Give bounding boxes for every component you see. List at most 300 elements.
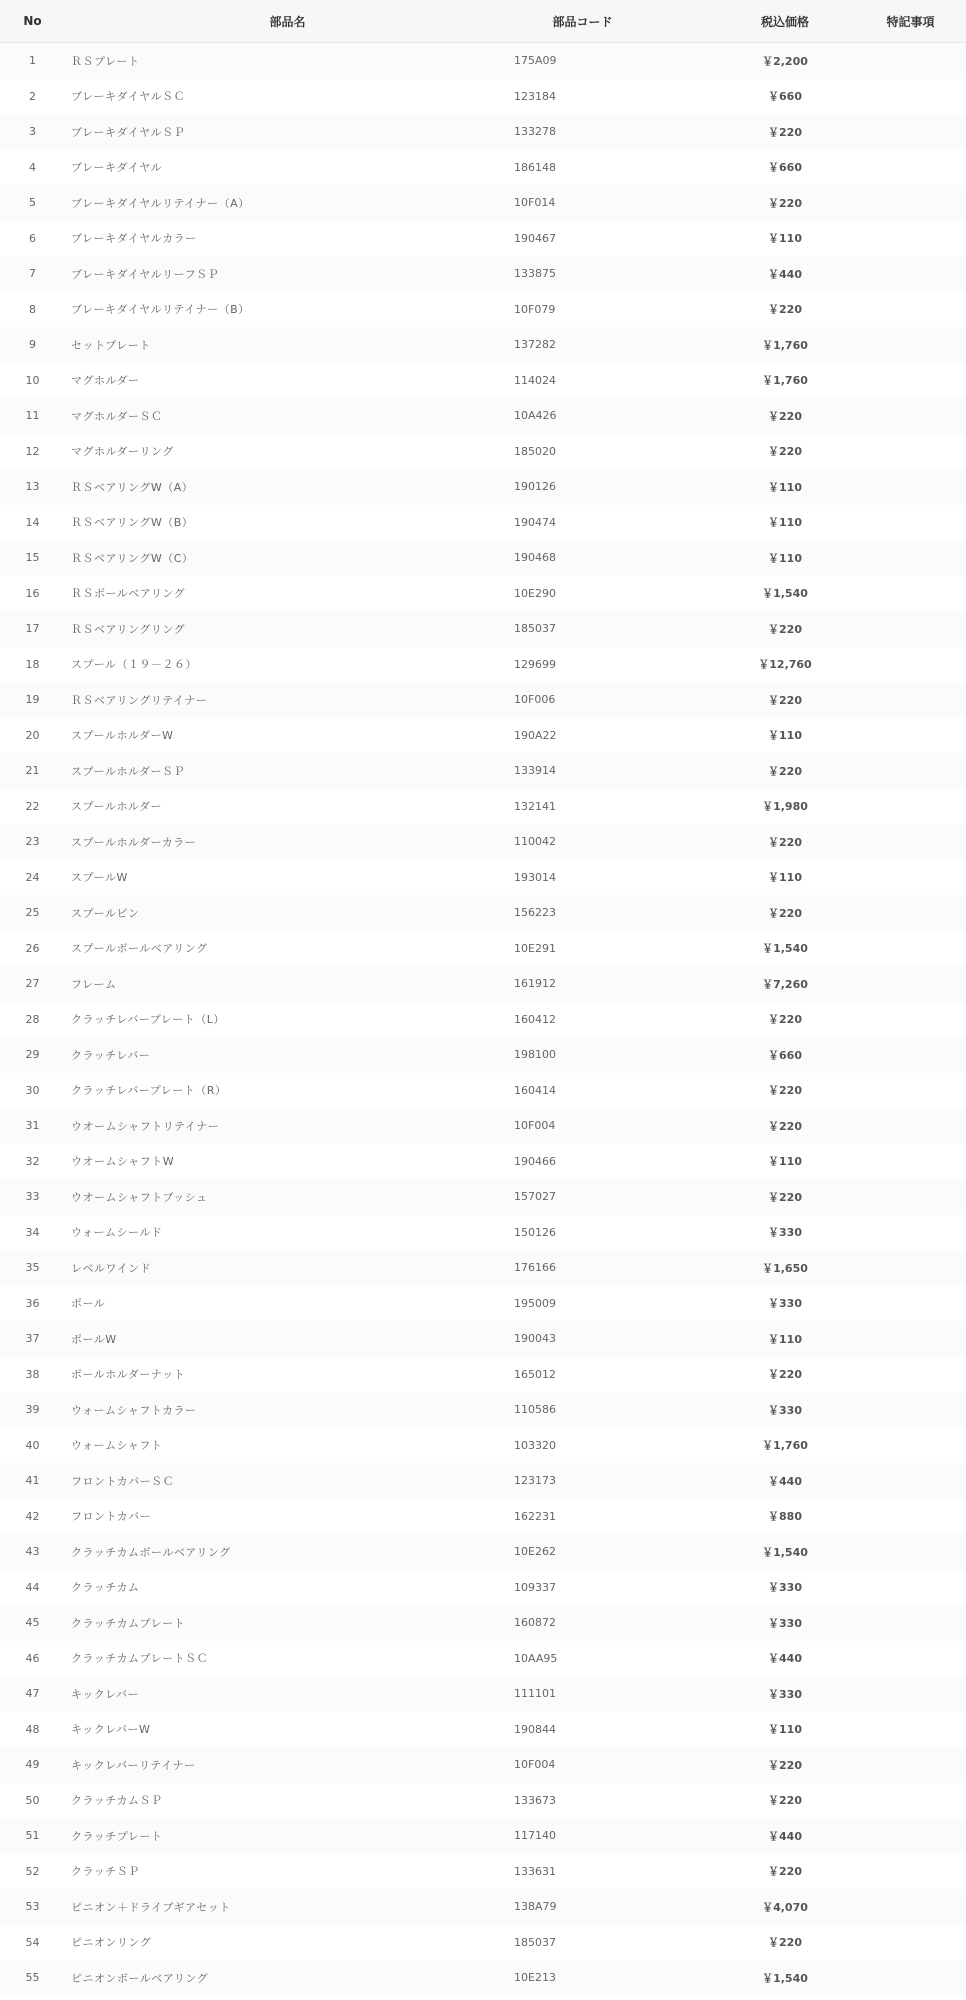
table-row bbox=[0, 1854, 966, 1890]
cell-note bbox=[855, 327, 966, 363]
cell-part-code: 185020 bbox=[510, 434, 715, 470]
cell-part-name: クラッチＳＰ bbox=[65, 1854, 510, 1890]
cell-no: 45 bbox=[0, 1605, 65, 1641]
cell-note bbox=[855, 1818, 966, 1854]
cell-part-code: 110042 bbox=[510, 824, 715, 860]
cell-no: 30 bbox=[0, 1073, 65, 1109]
table-row bbox=[0, 43, 966, 79]
cell-price: ￥220 bbox=[715, 1357, 855, 1393]
cell-price: ￥660 bbox=[715, 1037, 855, 1073]
cell-price: ￥220 bbox=[715, 1747, 855, 1783]
header-row bbox=[0, 0, 966, 43]
cell-part-name: スプールW bbox=[65, 860, 510, 896]
cell-part-code: 123173 bbox=[510, 1463, 715, 1499]
cell-part-name: マグホルダー bbox=[65, 363, 510, 399]
cell-part-code: 190844 bbox=[510, 1712, 715, 1748]
cell-part-code: 10F014 bbox=[510, 185, 715, 221]
cell-no: 8 bbox=[0, 292, 65, 328]
cell-part-code: 133278 bbox=[510, 114, 715, 150]
cell-part-name: ブレーキダイヤルカラー bbox=[65, 221, 510, 257]
cell-price: ￥4,070 bbox=[715, 1889, 855, 1925]
cell-no: 14 bbox=[0, 505, 65, 541]
table-row bbox=[0, 1534, 966, 1570]
cell-part-name: ウオームシャフトブッシュ bbox=[65, 1179, 510, 1215]
cell-price: ￥110 bbox=[715, 505, 855, 541]
cell-price: ￥220 bbox=[715, 434, 855, 470]
cell-part-code: 111101 bbox=[510, 1676, 715, 1712]
cell-note bbox=[855, 469, 966, 505]
cell-note bbox=[855, 1250, 966, 1286]
cell-no: 4 bbox=[0, 150, 65, 186]
table-row bbox=[0, 1108, 966, 1144]
cell-price: ￥220 bbox=[715, 824, 855, 860]
table-header bbox=[0, 0, 966, 43]
cell-note bbox=[855, 682, 966, 718]
cell-part-code: 117140 bbox=[510, 1818, 715, 1854]
table-row bbox=[0, 1037, 966, 1073]
cell-note bbox=[855, 1321, 966, 1357]
cell-note bbox=[855, 1534, 966, 1570]
cell-part-code: 10AA95 bbox=[510, 1641, 715, 1677]
cell-part-name: スプール（１９－２６） bbox=[65, 647, 510, 683]
cell-no: 2 bbox=[0, 79, 65, 115]
cell-part-code: 193014 bbox=[510, 860, 715, 896]
cell-note bbox=[855, 256, 966, 292]
cell-no: 21 bbox=[0, 753, 65, 789]
cell-note bbox=[855, 753, 966, 789]
cell-no: 15 bbox=[0, 540, 65, 576]
cell-part-name: クラッチカムボールベアリング bbox=[65, 1534, 510, 1570]
cell-part-name: ＲＳベアリングリング bbox=[65, 611, 510, 647]
table-row bbox=[0, 1392, 966, 1428]
cell-note bbox=[855, 1428, 966, 1464]
cell-part-name: クラッチレバープレート（L） bbox=[65, 1002, 510, 1038]
cell-no: 3 bbox=[0, 114, 65, 150]
header-part-code: 部品コード bbox=[510, 0, 715, 43]
table-row bbox=[0, 292, 966, 328]
cell-price: ￥110 bbox=[715, 540, 855, 576]
table-row bbox=[0, 1960, 966, 1996]
cell-part-code: 150126 bbox=[510, 1215, 715, 1251]
cell-part-name: ポールW bbox=[65, 1321, 510, 1357]
header-price: 税込価格 bbox=[715, 0, 855, 43]
cell-part-code: 190043 bbox=[510, 1321, 715, 1357]
cell-part-code: 133875 bbox=[510, 256, 715, 292]
table-row bbox=[0, 1463, 966, 1499]
table-row bbox=[0, 1925, 966, 1961]
cell-part-name: クラッチカムプレート bbox=[65, 1605, 510, 1641]
cell-note bbox=[855, 789, 966, 825]
cell-part-name: クラッチレバープレート（R） bbox=[65, 1073, 510, 1109]
cell-price: ￥220 bbox=[715, 398, 855, 434]
table-row bbox=[0, 1818, 966, 1854]
cell-part-name: ウオームシャフトW bbox=[65, 1144, 510, 1180]
cell-no: 48 bbox=[0, 1712, 65, 1748]
table-row bbox=[0, 79, 966, 115]
table-row bbox=[0, 185, 966, 221]
cell-no: 31 bbox=[0, 1108, 65, 1144]
cell-price: ￥220 bbox=[715, 682, 855, 718]
cell-price: ￥110 bbox=[715, 469, 855, 505]
cell-note bbox=[855, 398, 966, 434]
cell-price: ￥330 bbox=[715, 1215, 855, 1251]
cell-note bbox=[855, 292, 966, 328]
table-row bbox=[0, 1641, 966, 1677]
cell-part-code: 10E213 bbox=[510, 1960, 715, 1996]
cell-price: ￥330 bbox=[715, 1605, 855, 1641]
cell-no: 16 bbox=[0, 576, 65, 612]
table-row bbox=[0, 1676, 966, 1712]
table-row bbox=[0, 1889, 966, 1925]
cell-note bbox=[855, 1641, 966, 1677]
cell-price: ￥440 bbox=[715, 256, 855, 292]
cell-part-name: ブレーキダイヤルリテイナー（B） bbox=[65, 292, 510, 328]
cell-note bbox=[855, 576, 966, 612]
table-row bbox=[0, 966, 966, 1002]
cell-no: 29 bbox=[0, 1037, 65, 1073]
cell-price: ￥1,760 bbox=[715, 327, 855, 363]
table-row bbox=[0, 753, 966, 789]
table-row bbox=[0, 1747, 966, 1783]
cell-part-name: クラッチカムＳＰ bbox=[65, 1783, 510, 1819]
table-row bbox=[0, 895, 966, 931]
cell-part-code: 185037 bbox=[510, 1925, 715, 1961]
cell-note bbox=[855, 1783, 966, 1819]
table-row bbox=[0, 1783, 966, 1819]
cell-no: 40 bbox=[0, 1428, 65, 1464]
cell-price: ￥1,540 bbox=[715, 1534, 855, 1570]
table-row bbox=[0, 931, 966, 967]
cell-part-name: ウオームシャフトリテイナー bbox=[65, 1108, 510, 1144]
cell-part-name: ブレーキダイヤルＳＣ bbox=[65, 79, 510, 115]
cell-part-code: 10A426 bbox=[510, 398, 715, 434]
cell-part-code: 157027 bbox=[510, 1179, 715, 1215]
cell-part-name: スプールボールベアリング bbox=[65, 931, 510, 967]
cell-part-code: 190466 bbox=[510, 1144, 715, 1180]
cell-no: 27 bbox=[0, 966, 65, 1002]
table-row bbox=[0, 1144, 966, 1180]
cell-price: ￥220 bbox=[715, 611, 855, 647]
cell-part-name: スプールホルダー bbox=[65, 789, 510, 825]
cell-note bbox=[855, 1747, 966, 1783]
cell-price: ￥660 bbox=[715, 150, 855, 186]
cell-no: 18 bbox=[0, 647, 65, 683]
cell-price: ￥330 bbox=[715, 1392, 855, 1428]
cell-no: 51 bbox=[0, 1818, 65, 1854]
cell-no: 7 bbox=[0, 256, 65, 292]
table-row bbox=[0, 1215, 966, 1251]
cell-part-code: 133631 bbox=[510, 1854, 715, 1890]
cell-no: 42 bbox=[0, 1499, 65, 1535]
cell-note bbox=[855, 1286, 966, 1322]
cell-price: ￥220 bbox=[715, 292, 855, 328]
cell-part-name: ＲＳボールベアリング bbox=[65, 576, 510, 612]
cell-no: 12 bbox=[0, 434, 65, 470]
cell-no: 52 bbox=[0, 1854, 65, 1890]
cell-part-code: 185037 bbox=[510, 611, 715, 647]
cell-part-code: 10F006 bbox=[510, 682, 715, 718]
cell-part-name: マグホルダーＳＣ bbox=[65, 398, 510, 434]
cell-note bbox=[855, 1570, 966, 1606]
table-row bbox=[0, 327, 966, 363]
cell-part-name: ブレーキダイヤル bbox=[65, 150, 510, 186]
cell-price: ￥220 bbox=[715, 1783, 855, 1819]
cell-no: 32 bbox=[0, 1144, 65, 1180]
cell-note bbox=[855, 1960, 966, 1996]
cell-price: ￥2,200 bbox=[715, 43, 855, 79]
cell-part-code: 176166 bbox=[510, 1250, 715, 1286]
cell-price: ￥220 bbox=[715, 1925, 855, 1961]
cell-no: 10 bbox=[0, 363, 65, 399]
table-row bbox=[0, 505, 966, 541]
cell-price: ￥330 bbox=[715, 1676, 855, 1712]
cell-part-code: 10F079 bbox=[510, 292, 715, 328]
cell-no: 39 bbox=[0, 1392, 65, 1428]
cell-note bbox=[855, 1463, 966, 1499]
cell-note bbox=[855, 1605, 966, 1641]
cell-part-code: 103320 bbox=[510, 1428, 715, 1464]
cell-no: 36 bbox=[0, 1286, 65, 1322]
cell-price: ￥660 bbox=[715, 79, 855, 115]
table-row bbox=[0, 824, 966, 860]
cell-note bbox=[855, 1854, 966, 1890]
cell-note bbox=[855, 1108, 966, 1144]
header-no: No bbox=[0, 0, 65, 43]
table-row bbox=[0, 1250, 966, 1286]
table-row bbox=[0, 1179, 966, 1215]
cell-note bbox=[855, 1889, 966, 1925]
cell-price: ￥110 bbox=[715, 860, 855, 896]
cell-note bbox=[855, 931, 966, 967]
cell-part-name: クラッチプレート bbox=[65, 1818, 510, 1854]
cell-price: ￥1,540 bbox=[715, 931, 855, 967]
cell-part-name: ウォームシャフト bbox=[65, 1428, 510, 1464]
cell-part-code: 190467 bbox=[510, 221, 715, 257]
cell-part-name: スプールホルダーＳＰ bbox=[65, 753, 510, 789]
table-row bbox=[0, 1712, 966, 1748]
cell-part-name: フロントカバー bbox=[65, 1499, 510, 1535]
cell-note bbox=[855, 185, 966, 221]
cell-part-name: キックレバー bbox=[65, 1676, 510, 1712]
cell-price: ￥220 bbox=[715, 1002, 855, 1038]
cell-no: 26 bbox=[0, 931, 65, 967]
cell-price: ￥220 bbox=[715, 753, 855, 789]
cell-part-name: キックレバーリテイナー bbox=[65, 1747, 510, 1783]
cell-price: ￥440 bbox=[715, 1463, 855, 1499]
cell-part-code: 114024 bbox=[510, 363, 715, 399]
cell-part-code: 175A09 bbox=[510, 43, 715, 79]
cell-no: 47 bbox=[0, 1676, 65, 1712]
cell-price: ￥220 bbox=[715, 114, 855, 150]
table-row bbox=[0, 398, 966, 434]
cell-no: 6 bbox=[0, 221, 65, 257]
cell-part-code: 161912 bbox=[510, 966, 715, 1002]
cell-price: ￥220 bbox=[715, 1179, 855, 1215]
cell-part-name: スプールホルダーW bbox=[65, 718, 510, 754]
cell-part-name: ポール bbox=[65, 1286, 510, 1322]
cell-note bbox=[855, 1215, 966, 1251]
cell-no: 5 bbox=[0, 185, 65, 221]
cell-no: 44 bbox=[0, 1570, 65, 1606]
cell-price: ￥12,760 bbox=[715, 647, 855, 683]
cell-no: 13 bbox=[0, 469, 65, 505]
cell-price: ￥110 bbox=[715, 221, 855, 257]
cell-note bbox=[855, 1144, 966, 1180]
cell-part-name: セットプレート bbox=[65, 327, 510, 363]
cell-part-name: クラッチカムプレートＳＣ bbox=[65, 1641, 510, 1677]
cell-no: 38 bbox=[0, 1357, 65, 1393]
cell-no: 20 bbox=[0, 718, 65, 754]
cell-part-code: 10E262 bbox=[510, 1534, 715, 1570]
cell-note bbox=[855, 718, 966, 754]
table-body bbox=[0, 43, 966, 1996]
cell-no: 46 bbox=[0, 1641, 65, 1677]
cell-part-name: ポールホルダーナット bbox=[65, 1357, 510, 1393]
cell-price: ￥440 bbox=[715, 1641, 855, 1677]
cell-price: ￥110 bbox=[715, 718, 855, 754]
table-row bbox=[0, 860, 966, 896]
cell-part-name: ＲＳベアリングリテイナー bbox=[65, 682, 510, 718]
table-row bbox=[0, 682, 966, 718]
cell-note bbox=[855, 1392, 966, 1428]
cell-note bbox=[855, 1925, 966, 1961]
cell-part-code: 137282 bbox=[510, 327, 715, 363]
table-row bbox=[0, 576, 966, 612]
cell-price: ￥330 bbox=[715, 1570, 855, 1606]
cell-part-code: 10F004 bbox=[510, 1747, 715, 1783]
table-row bbox=[0, 221, 966, 257]
cell-note bbox=[855, 966, 966, 1002]
table-row bbox=[0, 469, 966, 505]
cell-note bbox=[855, 895, 966, 931]
table-row bbox=[0, 363, 966, 399]
cell-part-code: 190126 bbox=[510, 469, 715, 505]
cell-part-code: 133673 bbox=[510, 1783, 715, 1819]
cell-no: 37 bbox=[0, 1321, 65, 1357]
cell-price: ￥220 bbox=[715, 1108, 855, 1144]
cell-part-name: ウォームシールド bbox=[65, 1215, 510, 1251]
table-row bbox=[0, 1499, 966, 1535]
cell-price: ￥330 bbox=[715, 1286, 855, 1322]
cell-price: ￥1,760 bbox=[715, 363, 855, 399]
cell-part-name: ピニオンリング bbox=[65, 1925, 510, 1961]
cell-part-name: ブレーキダイヤルリーフＳＰ bbox=[65, 256, 510, 292]
cell-part-name: ブレーキダイヤルＳＰ bbox=[65, 114, 510, 150]
cell-price: ￥220 bbox=[715, 185, 855, 221]
table-row bbox=[0, 1002, 966, 1038]
cell-no: 54 bbox=[0, 1925, 65, 1961]
cell-part-name: ＲＳベアリングW（A） bbox=[65, 469, 510, 505]
cell-price: ￥220 bbox=[715, 895, 855, 931]
cell-no: 24 bbox=[0, 860, 65, 896]
cell-part-code: 190474 bbox=[510, 505, 715, 541]
cell-note bbox=[855, 150, 966, 186]
cell-note bbox=[855, 1357, 966, 1393]
cell-part-name: レベルワインド bbox=[65, 1250, 510, 1286]
table-row bbox=[0, 1428, 966, 1464]
cell-no: 28 bbox=[0, 1002, 65, 1038]
table-row bbox=[0, 114, 966, 150]
cell-part-name: スプールピン bbox=[65, 895, 510, 931]
cell-note bbox=[855, 434, 966, 470]
table-row bbox=[0, 611, 966, 647]
cell-note bbox=[855, 1002, 966, 1038]
cell-part-code: 129699 bbox=[510, 647, 715, 683]
cell-note bbox=[855, 540, 966, 576]
table-row bbox=[0, 1321, 966, 1357]
table-row bbox=[0, 647, 966, 683]
cell-note bbox=[855, 79, 966, 115]
cell-note bbox=[855, 505, 966, 541]
cell-part-name: ウォームシャフトカラー bbox=[65, 1392, 510, 1428]
table-row bbox=[0, 540, 966, 576]
cell-note bbox=[855, 1073, 966, 1109]
cell-part-name: マグホルダーリング bbox=[65, 434, 510, 470]
cell-no: 49 bbox=[0, 1747, 65, 1783]
table-row bbox=[0, 789, 966, 825]
cell-price: ￥220 bbox=[715, 1854, 855, 1890]
cell-note bbox=[855, 114, 966, 150]
cell-no: 23 bbox=[0, 824, 65, 860]
cell-note bbox=[855, 860, 966, 896]
cell-part-code: 10E291 bbox=[510, 931, 715, 967]
cell-note bbox=[855, 221, 966, 257]
header-part-name: 部品名 bbox=[65, 0, 510, 43]
cell-part-name: ブレーキダイヤルリテイナー（A） bbox=[65, 185, 510, 221]
cell-price: ￥1,540 bbox=[715, 1960, 855, 1996]
cell-no: 43 bbox=[0, 1534, 65, 1570]
cell-part-code: 160412 bbox=[510, 1002, 715, 1038]
table-row bbox=[0, 1073, 966, 1109]
cell-note bbox=[855, 1179, 966, 1215]
cell-price: ￥1,760 bbox=[715, 1428, 855, 1464]
cell-part-code: 190468 bbox=[510, 540, 715, 576]
cell-part-code: 156223 bbox=[510, 895, 715, 931]
header-note: 特記事項 bbox=[855, 0, 966, 43]
table-row bbox=[0, 1286, 966, 1322]
cell-note bbox=[855, 647, 966, 683]
cell-part-code: 10F004 bbox=[510, 1108, 715, 1144]
cell-part-code: 132141 bbox=[510, 789, 715, 825]
cell-no: 9 bbox=[0, 327, 65, 363]
cell-note bbox=[855, 824, 966, 860]
cell-part-code: 10E290 bbox=[510, 576, 715, 612]
cell-no: 33 bbox=[0, 1179, 65, 1215]
cell-price: ￥1,540 bbox=[715, 576, 855, 612]
cell-part-name: ＲＳベアリングW（B） bbox=[65, 505, 510, 541]
table-row bbox=[0, 150, 966, 186]
cell-no: 17 bbox=[0, 611, 65, 647]
cell-part-name: フレーム bbox=[65, 966, 510, 1002]
cell-part-code: 160414 bbox=[510, 1073, 715, 1109]
cell-part-code: 160872 bbox=[510, 1605, 715, 1641]
cell-price: ￥1,650 bbox=[715, 1250, 855, 1286]
cell-price: ￥110 bbox=[715, 1321, 855, 1357]
cell-part-code: 186148 bbox=[510, 150, 715, 186]
cell-no: 35 bbox=[0, 1250, 65, 1286]
cell-part-code: 133914 bbox=[510, 753, 715, 789]
cell-part-code: 195009 bbox=[510, 1286, 715, 1322]
cell-no: 55 bbox=[0, 1960, 65, 1996]
cell-price: ￥1,980 bbox=[715, 789, 855, 825]
cell-part-code: 110586 bbox=[510, 1392, 715, 1428]
cell-part-name: ＲＳプレート bbox=[65, 43, 510, 79]
cell-part-name: クラッチカム bbox=[65, 1570, 510, 1606]
cell-part-name: スプールホルダーカラー bbox=[65, 824, 510, 860]
cell-note bbox=[855, 363, 966, 399]
cell-no: 1 bbox=[0, 43, 65, 79]
cell-no: 34 bbox=[0, 1215, 65, 1251]
